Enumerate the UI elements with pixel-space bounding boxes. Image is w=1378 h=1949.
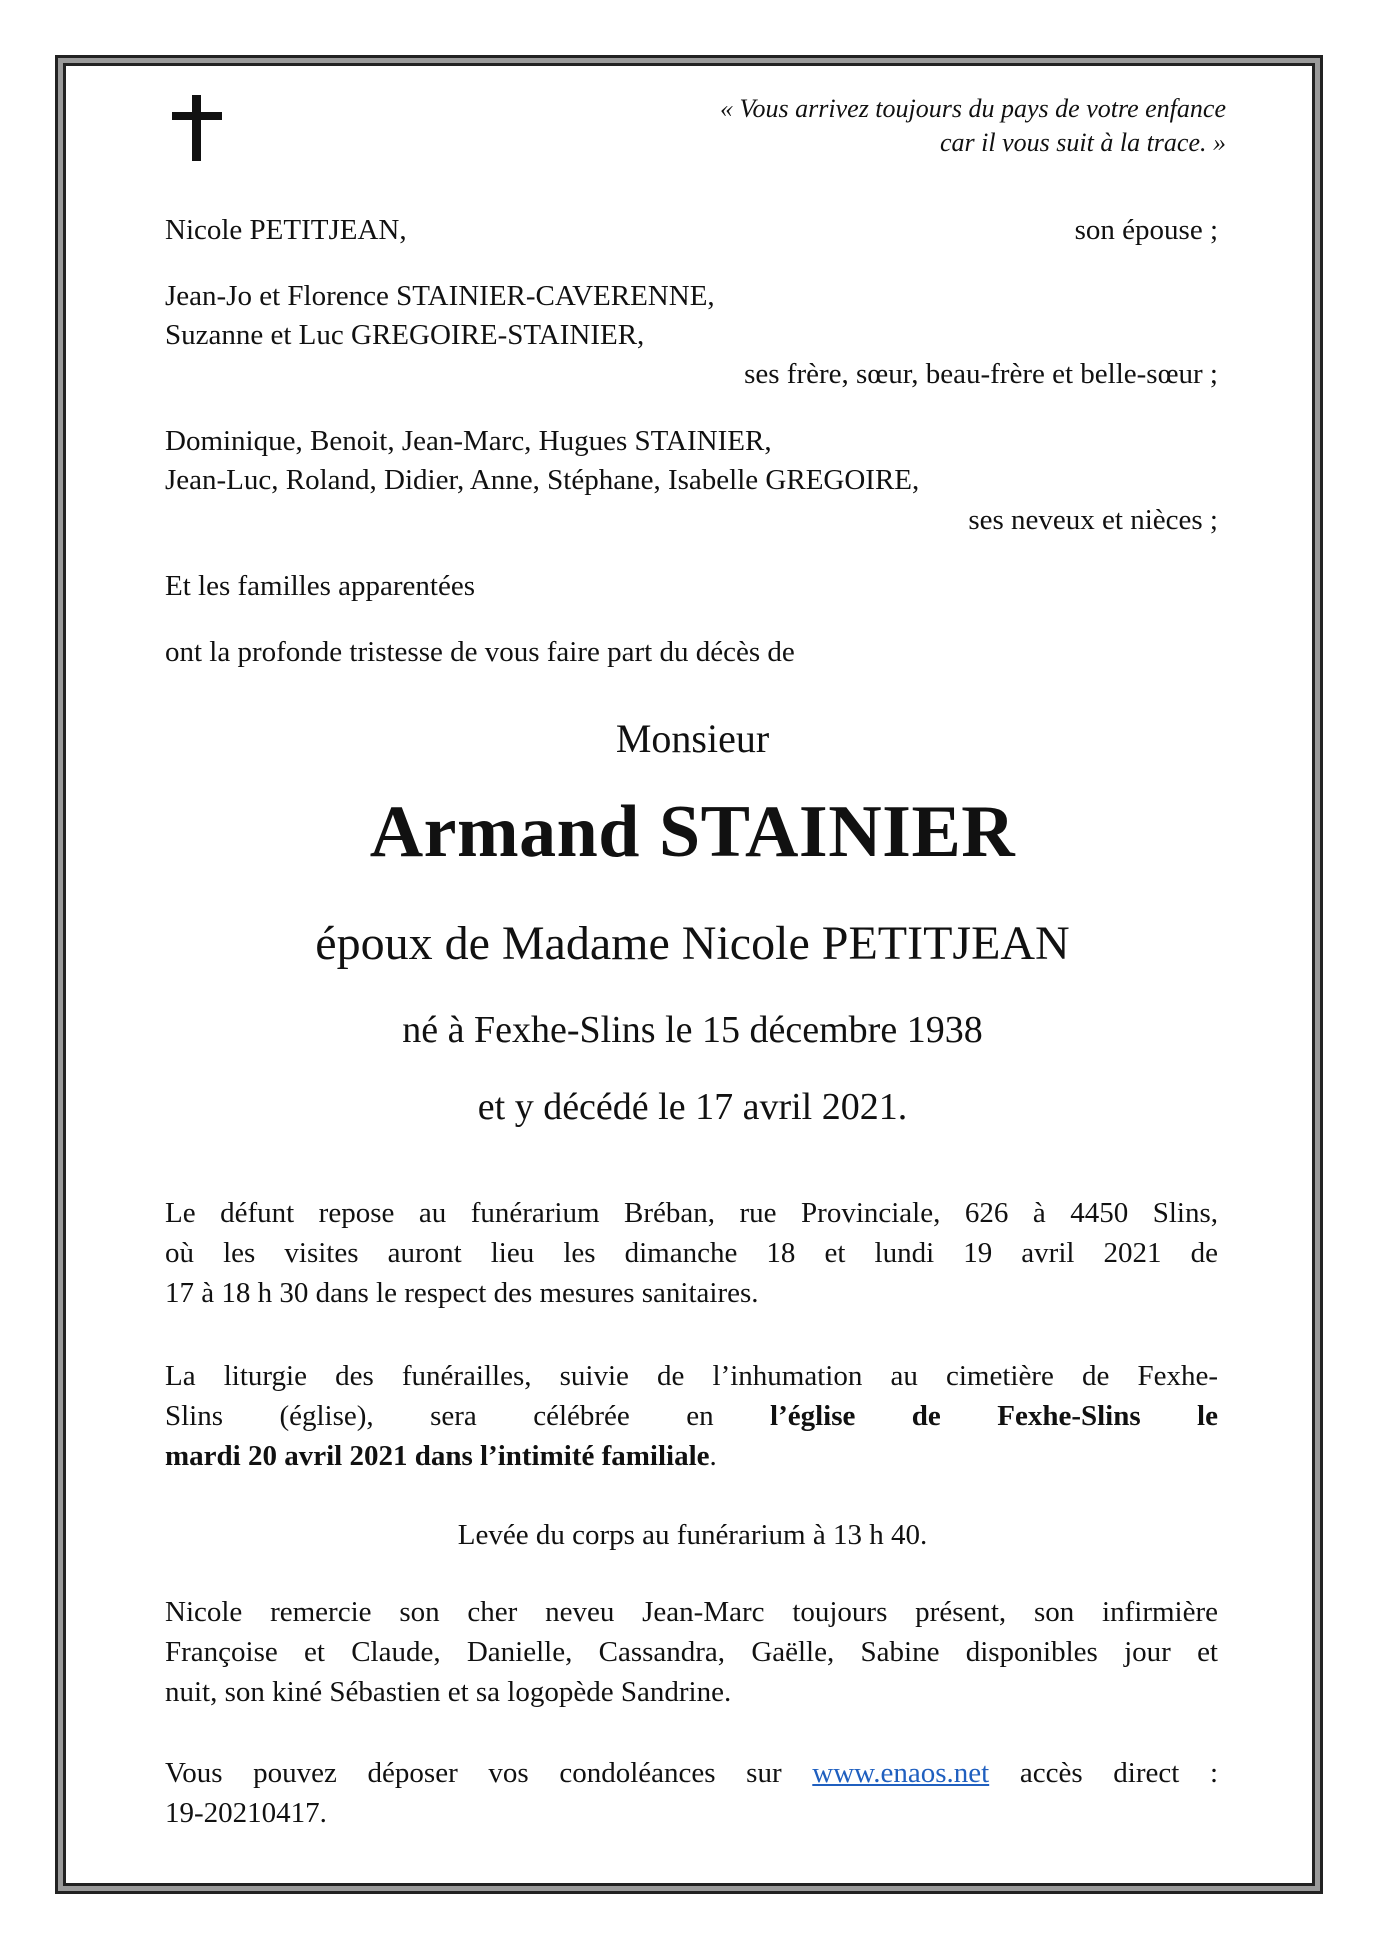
siblings-line-1: Jean-Jo et Florence STAINIER-CAVERENNE, [165, 280, 715, 312]
cross-icon [172, 95, 222, 161]
announcement: ont la profonde tristesse de vous faire part du décès de [165, 636, 795, 668]
condolences-code: 19-20210417. [165, 1797, 327, 1829]
visitation-paragraph [165, 1193, 1218, 1313]
siblings-line-2: Suzanne et Luc GREGOIRE-STAINIER, [165, 319, 645, 351]
nephews-role: ses neveux et nièces ; [968, 504, 1218, 536]
deceased-name: Armand STAINIER [369, 791, 1016, 873]
deceased-title: Monsieur [615, 716, 770, 761]
siblings-role: ses frère, sœur, beau-frère et belle-sœur ; [744, 358, 1218, 390]
spouse-name: Nicole PETITJEAN, [165, 214, 407, 246]
funeral-line-2: Slins (église), sera célébrée en l’église de Fexhe-Slins le [165, 1400, 1218, 1432]
related-families: Et les familles apparentées [165, 570, 476, 602]
nephews-line-1: Dominique, Benoit, Jean-Marc, Hugues STAINIER, [165, 425, 772, 457]
thanks-line-1: Nicole remercie son cher neveu Jean-Marc toujours présent, son infirmière [165, 1596, 1218, 1628]
enaos-link[interactable]: www.enaos.net [812, 1757, 990, 1789]
thanks-line-3: nuit, son kiné Sébastien et sa logopède Sandrine. [165, 1676, 732, 1708]
quote-line-2: car il vous suit à la trace. » [940, 128, 1226, 157]
spouse-role: son épouse ; [1074, 214, 1218, 246]
thanks-line-2: Françoise et Claude, Danielle, Cassandra, Gaëlle, Sabine disponibles jour et [165, 1636, 1218, 1668]
condolences-paragraph [165, 1753, 1218, 1833]
epigraph-quote [526, 92, 1226, 160]
quote-line-1: « Vous arrivez toujours du pays de votre enfance [720, 94, 1226, 123]
funeral-line-1: La liturgie des funérailles, suivie de l’inhumation au cimetière de Fexhe- [165, 1360, 1218, 1392]
funeral-paragraph [165, 1356, 1218, 1476]
birth-info: né à Fexhe-Slins le 15 décembre 1938 [402, 1009, 983, 1051]
levee-du-corps: Levée du corps au funérarium à 13 h 40. [457, 1519, 928, 1551]
visitation-line-3: 17 à 18 h 30 dans le respect des mesures sanitaires. [165, 1277, 759, 1309]
death-info: et y décédé le 17 avril 2021. [477, 1086, 908, 1128]
nephews-line-2: Jean-Luc, Roland, Didier, Anne, Stéphane, Isabelle GREGOIRE, [165, 464, 920, 496]
deceased-spouse: époux de Madame Nicole PETITJEAN [315, 917, 1070, 970]
condolences-line-1: Vous pouvez déposer vos condoléances sur www.enaos.net accès direct : [165, 1757, 1218, 1789]
funeral-line-3: mardi 20 avril 2021 dans l’intimité familiale. [165, 1440, 717, 1472]
visitation-line-1: Le défunt repose au funérarium Bréban, rue Provinciale, 626 à 4450 Slins, [165, 1197, 1218, 1229]
thanks-paragraph [165, 1592, 1218, 1712]
visitation-line-2: où les visites auront lieu les dimanche 18 et lundi 19 avril 2021 de [165, 1237, 1218, 1269]
